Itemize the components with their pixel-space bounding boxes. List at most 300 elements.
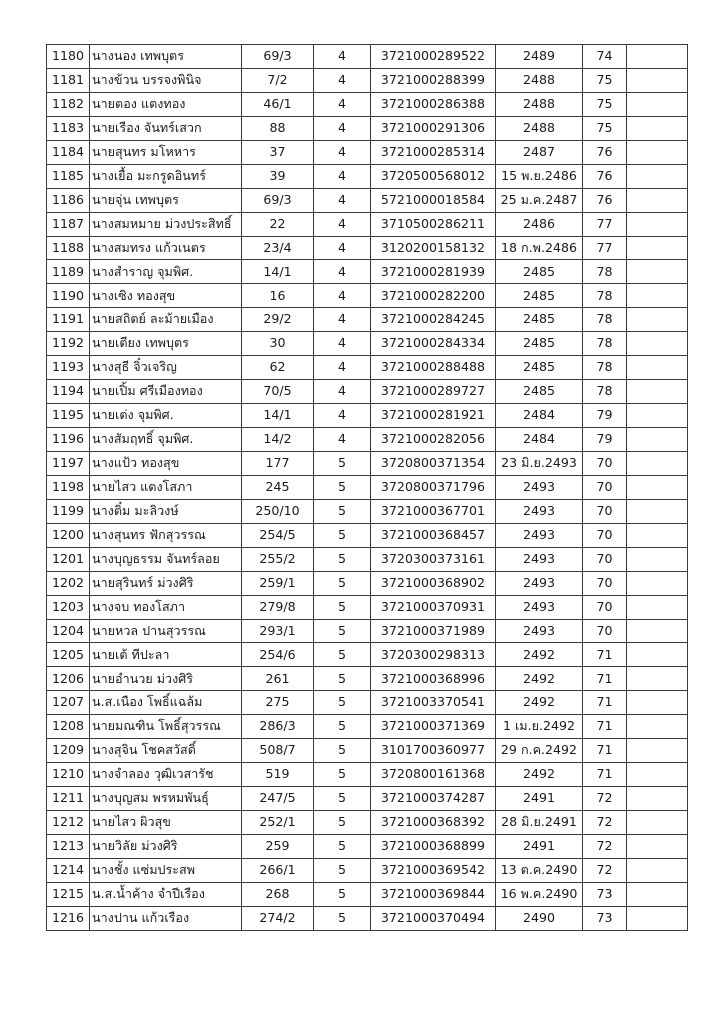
house-number-cell: 254/6 <box>242 643 314 667</box>
village-number-cell: 5 <box>314 787 371 811</box>
table-row <box>47 236 688 260</box>
house-number-cell: 261 <box>242 667 314 691</box>
remarks-cell <box>627 404 688 428</box>
age-cell: 70 <box>583 571 627 595</box>
age-cell: 76 <box>583 188 627 212</box>
table-row <box>47 691 688 715</box>
table-row <box>47 667 688 691</box>
citizen-id-cell: 3721000284245 <box>371 308 496 332</box>
birth-date-cell: 2485 <box>496 284 583 308</box>
citizen-id-cell: 3101700360977 <box>371 739 496 763</box>
table-row <box>47 140 688 164</box>
row-number-cell: 1211 <box>47 787 90 811</box>
birth-date-cell: 2489 <box>496 45 583 69</box>
birth-date-cell: 23 มิ.ย.2493 <box>496 451 583 475</box>
person-name-cell: นายหวล ปานสุวรรณ <box>90 619 242 643</box>
birth-date-cell: 2493 <box>496 571 583 595</box>
village-number-cell: 4 <box>314 260 371 284</box>
birth-date-cell: 28 มิ.ย.2491 <box>496 811 583 835</box>
remarks-cell <box>627 739 688 763</box>
house-number-cell: 266/1 <box>242 858 314 882</box>
age-cell: 79 <box>583 404 627 428</box>
age-cell: 71 <box>583 739 627 763</box>
age-cell: 78 <box>583 380 627 404</box>
row-number-cell: 1183 <box>47 116 90 140</box>
remarks-cell <box>627 499 688 523</box>
birth-date-cell: 18 ก.พ.2486 <box>496 236 583 260</box>
house-number-cell: 252/1 <box>242 811 314 835</box>
row-number-cell: 1194 <box>47 380 90 404</box>
person-name-cell: นางเยื้อ มะกรูดอินทร์ <box>90 164 242 188</box>
table-row <box>47 380 688 404</box>
house-number-cell: 69/3 <box>242 188 314 212</box>
age-cell: 79 <box>583 428 627 452</box>
elderly-registry-table-page <box>46 44 687 931</box>
house-number-cell: 245 <box>242 475 314 499</box>
table-row <box>47 715 688 739</box>
age-cell: 71 <box>583 715 627 739</box>
table-row <box>47 356 688 380</box>
table-row <box>47 116 688 140</box>
person-name-cell: นางสมหมาย ม่วงประสิทธิ์ <box>90 212 242 236</box>
citizen-id-cell: 3721000367701 <box>371 499 496 523</box>
person-name-cell: นายวิลัย ม่วงศิริ <box>90 834 242 858</box>
row-number-cell: 1192 <box>47 332 90 356</box>
village-number-cell: 4 <box>314 116 371 140</box>
house-number-cell: 508/7 <box>242 739 314 763</box>
row-number-cell: 1185 <box>47 164 90 188</box>
person-name-cell: นายมณฑิน โพธิ์สุวรรณ <box>90 715 242 739</box>
citizen-id-cell: 3721000289522 <box>371 45 496 69</box>
house-number-cell: 268 <box>242 882 314 906</box>
age-cell: 70 <box>583 619 627 643</box>
person-name-cell: นายสถิตย์ ละม้ายเมือง <box>90 308 242 332</box>
person-name-cell: นายไสว แตงโสภา <box>90 475 242 499</box>
age-cell: 78 <box>583 308 627 332</box>
house-number-cell: 275 <box>242 691 314 715</box>
remarks-cell <box>627 212 688 236</box>
row-number-cell: 1215 <box>47 882 90 906</box>
birth-date-cell: 2484 <box>496 404 583 428</box>
row-number-cell: 1213 <box>47 834 90 858</box>
row-number-cell: 1186 <box>47 188 90 212</box>
person-name-cell: นายอำนวย ม่วงศิริ <box>90 667 242 691</box>
birth-date-cell: 2493 <box>496 475 583 499</box>
house-number-cell: 23/4 <box>242 236 314 260</box>
person-name-cell: นางบุญสม พรหมพันธุ์ <box>90 787 242 811</box>
citizen-id-cell: 3721000368392 <box>371 811 496 835</box>
village-number-cell: 5 <box>314 739 371 763</box>
person-name-cell: นางสุนทร ฟักสุวรรณ <box>90 523 242 547</box>
citizen-id-cell: 3721000285314 <box>371 140 496 164</box>
house-number-cell: 69/3 <box>242 45 314 69</box>
house-number-cell: 250/10 <box>242 499 314 523</box>
row-number-cell: 1190 <box>47 284 90 308</box>
remarks-cell <box>627 619 688 643</box>
table-row <box>47 595 688 619</box>
birth-date-cell: 2492 <box>496 763 583 787</box>
age-cell: 70 <box>583 523 627 547</box>
birth-date-cell: 2491 <box>496 834 583 858</box>
citizen-id-cell: 5721000018584 <box>371 188 496 212</box>
village-number-cell: 4 <box>314 332 371 356</box>
remarks-cell <box>627 451 688 475</box>
village-number-cell: 5 <box>314 906 371 930</box>
citizen-id-cell: 3720500568012 <box>371 164 496 188</box>
remarks-cell <box>627 643 688 667</box>
citizen-id-cell: 3721000281921 <box>371 404 496 428</box>
village-number-cell: 4 <box>314 212 371 236</box>
remarks-cell <box>627 260 688 284</box>
village-number-cell: 4 <box>314 188 371 212</box>
birth-date-cell: 2485 <box>496 308 583 332</box>
table-row <box>47 68 688 92</box>
remarks-cell <box>627 667 688 691</box>
person-name-cell: นางสำราญ จุมพิศ. <box>90 260 242 284</box>
house-number-cell: 22 <box>242 212 314 236</box>
age-cell: 75 <box>583 92 627 116</box>
village-number-cell: 5 <box>314 451 371 475</box>
row-number-cell: 1203 <box>47 595 90 619</box>
birth-date-cell: 2485 <box>496 260 583 284</box>
birth-date-cell: 13 ต.ค.2490 <box>496 858 583 882</box>
citizen-id-cell: 3721000289727 <box>371 380 496 404</box>
person-name-cell: นางติ๋ม มะลิวงษ์ <box>90 499 242 523</box>
citizen-id-cell: 3721000370931 <box>371 595 496 619</box>
village-number-cell: 4 <box>314 428 371 452</box>
remarks-cell <box>627 284 688 308</box>
remarks-cell <box>627 906 688 930</box>
remarks-cell <box>627 428 688 452</box>
table-row <box>47 523 688 547</box>
row-number-cell: 1195 <box>47 404 90 428</box>
person-name-cell: นางปาน แก้วเรือง <box>90 906 242 930</box>
person-name-cell: นางสัมฤทธิ์ จุมพิศ. <box>90 428 242 452</box>
remarks-cell <box>627 380 688 404</box>
age-cell: 76 <box>583 140 627 164</box>
row-number-cell: 1206 <box>47 667 90 691</box>
age-cell: 71 <box>583 763 627 787</box>
row-number-cell: 1204 <box>47 619 90 643</box>
person-name-cell: นายสุรินทร์ ม่วงศิริ <box>90 571 242 595</box>
remarks-cell <box>627 858 688 882</box>
person-name-cell: นายเรือง จันทร์เสวก <box>90 116 242 140</box>
age-cell: 71 <box>583 643 627 667</box>
village-number-cell: 5 <box>314 595 371 619</box>
age-cell: 76 <box>583 164 627 188</box>
birth-date-cell: 1 เม.ย.2492 <box>496 715 583 739</box>
birth-date-cell: 16 พ.ค.2490 <box>496 882 583 906</box>
table-row <box>47 284 688 308</box>
village-number-cell: 5 <box>314 834 371 858</box>
person-name-cell: นายตอง แตงทอง <box>90 92 242 116</box>
remarks-cell <box>627 787 688 811</box>
row-number-cell: 1208 <box>47 715 90 739</box>
remarks-cell <box>627 356 688 380</box>
citizen-id-cell: 3721000368457 <box>371 523 496 547</box>
birth-date-cell: 2484 <box>496 428 583 452</box>
age-cell: 73 <box>583 882 627 906</box>
table-body <box>47 45 688 931</box>
age-cell: 72 <box>583 834 627 858</box>
age-cell: 77 <box>583 212 627 236</box>
row-number-cell: 1205 <box>47 643 90 667</box>
row-number-cell: 1191 <box>47 308 90 332</box>
age-cell: 70 <box>583 499 627 523</box>
age-cell: 75 <box>583 68 627 92</box>
remarks-cell <box>627 332 688 356</box>
age-cell: 78 <box>583 284 627 308</box>
row-number-cell: 1198 <box>47 475 90 499</box>
table-row <box>47 164 688 188</box>
birth-date-cell: 2488 <box>496 68 583 92</box>
village-number-cell: 5 <box>314 715 371 739</box>
citizen-id-cell: 3721000368902 <box>371 571 496 595</box>
row-number-cell: 1193 <box>47 356 90 380</box>
age-cell: 72 <box>583 858 627 882</box>
table-row <box>47 811 688 835</box>
table-row <box>47 212 688 236</box>
village-number-cell: 4 <box>314 308 371 332</box>
table-row <box>47 739 688 763</box>
remarks-cell <box>627 68 688 92</box>
citizen-id-cell: 3721000288488 <box>371 356 496 380</box>
age-cell: 71 <box>583 691 627 715</box>
table-row <box>47 787 688 811</box>
house-number-cell: 293/1 <box>242 619 314 643</box>
table-row <box>47 499 688 523</box>
person-name-cell: นายจุ่น เทพบุตร <box>90 188 242 212</box>
table-row <box>47 92 688 116</box>
person-name-cell: น.ส.เนือง โพธิ์แฉล้ม <box>90 691 242 715</box>
village-number-cell: 5 <box>314 882 371 906</box>
row-number-cell: 1189 <box>47 260 90 284</box>
village-number-cell: 5 <box>314 667 371 691</box>
remarks-cell <box>627 475 688 499</box>
citizen-id-cell: 3720800161368 <box>371 763 496 787</box>
row-number-cell: 1207 <box>47 691 90 715</box>
row-number-cell: 1199 <box>47 499 90 523</box>
citizen-id-cell: 3721000369542 <box>371 858 496 882</box>
citizen-id-cell: 3721000368899 <box>371 834 496 858</box>
house-number-cell: 274/2 <box>242 906 314 930</box>
village-number-cell: 4 <box>314 164 371 188</box>
remarks-cell <box>627 45 688 69</box>
person-name-cell: นางสมทรง แก้วเนตร <box>90 236 242 260</box>
village-number-cell: 4 <box>314 68 371 92</box>
house-number-cell: 16 <box>242 284 314 308</box>
remarks-cell <box>627 882 688 906</box>
birth-date-cell: 2493 <box>496 547 583 571</box>
table-row <box>47 906 688 930</box>
village-number-cell: 4 <box>314 45 371 69</box>
citizen-id-cell: 3721003370541 <box>371 691 496 715</box>
table-row <box>47 404 688 428</box>
house-number-cell: 29/2 <box>242 308 314 332</box>
row-number-cell: 1214 <box>47 858 90 882</box>
row-number-cell: 1196 <box>47 428 90 452</box>
house-number-cell: 259/1 <box>242 571 314 595</box>
table-row <box>47 260 688 284</box>
house-number-cell: 254/5 <box>242 523 314 547</box>
birth-date-cell: 2486 <box>496 212 583 236</box>
citizen-id-cell: 3120200158132 <box>371 236 496 260</box>
house-number-cell: 14/1 <box>242 404 314 428</box>
remarks-cell <box>627 571 688 595</box>
village-number-cell: 5 <box>314 547 371 571</box>
village-number-cell: 5 <box>314 811 371 835</box>
birth-date-cell: 15 พ.ย.2486 <box>496 164 583 188</box>
row-number-cell: 1202 <box>47 571 90 595</box>
house-number-cell: 247/5 <box>242 787 314 811</box>
person-name-cell: นางนอง เทพบุตร <box>90 45 242 69</box>
table-row <box>47 763 688 787</box>
citizen-id-cell: 3721000282200 <box>371 284 496 308</box>
remarks-cell <box>627 116 688 140</box>
house-number-cell: 177 <box>242 451 314 475</box>
person-name-cell: นางแป้ว ทองสุข <box>90 451 242 475</box>
person-name-cell: นางบุญธรรม จันทร์ลอย <box>90 547 242 571</box>
age-cell: 71 <box>583 667 627 691</box>
birth-date-cell: 2492 <box>496 691 583 715</box>
remarks-cell <box>627 595 688 619</box>
age-cell: 70 <box>583 451 627 475</box>
house-number-cell: 88 <box>242 116 314 140</box>
house-number-cell: 7/2 <box>242 68 314 92</box>
village-number-cell: 5 <box>314 763 371 787</box>
birth-date-cell: 2485 <box>496 356 583 380</box>
village-number-cell: 5 <box>314 619 371 643</box>
house-number-cell: 279/8 <box>242 595 314 619</box>
house-number-cell: 14/1 <box>242 260 314 284</box>
table-row <box>47 571 688 595</box>
table-row <box>47 547 688 571</box>
row-number-cell: 1182 <box>47 92 90 116</box>
birth-date-cell: 2492 <box>496 667 583 691</box>
row-number-cell: 1187 <box>47 212 90 236</box>
remarks-cell <box>627 715 688 739</box>
table-row <box>47 619 688 643</box>
table-row <box>47 858 688 882</box>
citizen-id-cell: 3721000368996 <box>371 667 496 691</box>
person-name-cell: นางข้วน บรรจงพินิจ <box>90 68 242 92</box>
remarks-cell <box>627 811 688 835</box>
table-row <box>47 45 688 69</box>
person-name-cell: นายสุนทร มโหหาร <box>90 140 242 164</box>
house-number-cell: 519 <box>242 763 314 787</box>
table-row <box>47 882 688 906</box>
remarks-cell <box>627 834 688 858</box>
person-name-cell: นายเต่ง จุมพิศ. <box>90 404 242 428</box>
remarks-cell <box>627 523 688 547</box>
row-number-cell: 1210 <box>47 763 90 787</box>
person-name-cell: นางจำลอง วุฒิเวสารัช <box>90 763 242 787</box>
birth-date-cell: 2493 <box>496 499 583 523</box>
age-cell: 74 <box>583 45 627 69</box>
village-number-cell: 4 <box>314 284 371 308</box>
table-row <box>47 188 688 212</box>
birth-date-cell: 2487 <box>496 140 583 164</box>
person-name-cell: นายเต้ ทีปะลา <box>90 643 242 667</box>
person-name-cell: นางเซิง ทองสุข <box>90 284 242 308</box>
table-row <box>47 643 688 667</box>
table-row <box>47 428 688 452</box>
citizen-id-cell: 3721000282056 <box>371 428 496 452</box>
village-number-cell: 4 <box>314 236 371 260</box>
age-cell: 75 <box>583 116 627 140</box>
citizen-id-cell: 3721000286388 <box>371 92 496 116</box>
row-number-cell: 1216 <box>47 906 90 930</box>
citizen-id-cell: 3721000371989 <box>371 619 496 643</box>
remarks-cell <box>627 140 688 164</box>
citizen-id-cell: 3721000371369 <box>371 715 496 739</box>
age-cell: 78 <box>583 332 627 356</box>
house-number-cell: 62 <box>242 356 314 380</box>
person-name-cell: นางจบ ทองโสภา <box>90 595 242 619</box>
age-cell: 70 <box>583 475 627 499</box>
person-name-cell: นางชั้ง แซ่มประสพ <box>90 858 242 882</box>
age-cell: 72 <box>583 811 627 835</box>
remarks-cell <box>627 547 688 571</box>
birth-date-cell: 2492 <box>496 643 583 667</box>
citizen-id-cell: 3720300373161 <box>371 547 496 571</box>
birth-date-cell: 29 ก.ค.2492 <box>496 739 583 763</box>
village-number-cell: 5 <box>314 643 371 667</box>
row-number-cell: 1212 <box>47 811 90 835</box>
village-number-cell: 5 <box>314 858 371 882</box>
house-number-cell: 14/2 <box>242 428 314 452</box>
house-number-cell: 37 <box>242 140 314 164</box>
remarks-cell <box>627 763 688 787</box>
row-number-cell: 1197 <box>47 451 90 475</box>
house-number-cell: 286/3 <box>242 715 314 739</box>
village-number-cell: 4 <box>314 92 371 116</box>
remarks-cell <box>627 164 688 188</box>
birth-date-cell: 2485 <box>496 380 583 404</box>
age-cell: 73 <box>583 906 627 930</box>
citizen-id-cell: 3721000374287 <box>371 787 496 811</box>
row-number-cell: 1181 <box>47 68 90 92</box>
birth-date-cell: 2490 <box>496 906 583 930</box>
person-name-cell: น.ส.น้ำค้าง จำปีเรือง <box>90 882 242 906</box>
person-name-cell: นางสุจิน โชคสวัสดิ์ <box>90 739 242 763</box>
table-row <box>47 451 688 475</box>
age-cell: 72 <box>583 787 627 811</box>
age-cell: 78 <box>583 260 627 284</box>
village-number-cell: 5 <box>314 475 371 499</box>
house-number-cell: 39 <box>242 164 314 188</box>
row-number-cell: 1180 <box>47 45 90 69</box>
citizen-id-cell: 3720800371354 <box>371 451 496 475</box>
birth-date-cell: 2491 <box>496 787 583 811</box>
row-number-cell: 1200 <box>47 523 90 547</box>
house-number-cell: 46/1 <box>242 92 314 116</box>
village-number-cell: 4 <box>314 380 371 404</box>
age-cell: 77 <box>583 236 627 260</box>
citizen-id-cell: 3710500286211 <box>371 212 496 236</box>
age-cell: 70 <box>583 595 627 619</box>
row-number-cell: 1184 <box>47 140 90 164</box>
person-name-cell: นายเตียง เทพบุตร <box>90 332 242 356</box>
remarks-cell <box>627 236 688 260</box>
birth-date-cell: 2493 <box>496 595 583 619</box>
citizen-id-cell: 3721000281939 <box>371 260 496 284</box>
age-cell: 78 <box>583 356 627 380</box>
birth-date-cell: 2493 <box>496 619 583 643</box>
house-number-cell: 255/2 <box>242 547 314 571</box>
house-number-cell: 30 <box>242 332 314 356</box>
remarks-cell <box>627 308 688 332</box>
